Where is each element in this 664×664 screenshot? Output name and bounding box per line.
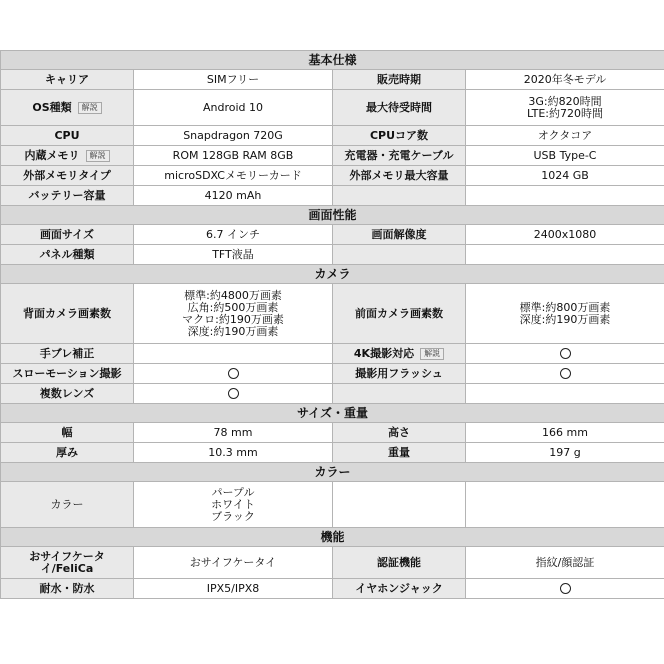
section-title: カラー: [1, 463, 664, 482]
os-label: OS種類: [32, 100, 72, 114]
empty-value: [466, 186, 664, 206]
color-value: [134, 482, 333, 528]
spec-row: [1, 482, 664, 528]
cpu-label: CPU: [1, 126, 134, 146]
screen-size-value: 6.7 インチ: [134, 225, 333, 245]
section-title: 画面性能: [1, 206, 664, 225]
section-color: [1, 463, 664, 482]
empty-value: [466, 384, 664, 404]
jack-label: イヤホンジャック: [333, 579, 466, 599]
multi-lens-value: [134, 384, 333, 404]
resolution-value: 2400x1080: [466, 225, 664, 245]
width-label: 幅: [1, 423, 134, 443]
spec-row: [1, 344, 664, 364]
rear-camera-line: マクロ:約190万画素: [182, 312, 284, 326]
cores-label: CPUコア数: [333, 126, 466, 146]
rear-camera-line: 標準:約4800万画素: [184, 288, 282, 302]
flash-label: 撮影用フラッシュ: [333, 364, 466, 384]
jack-value: [466, 579, 664, 599]
spec-table: [0, 50, 664, 599]
spec-row: [1, 225, 664, 245]
screen-size-label: 画面サイズ: [1, 225, 134, 245]
spec-row: [1, 245, 664, 265]
spec-row: [1, 284, 664, 344]
empty-label: [333, 186, 466, 206]
k4-label-cell: [333, 344, 466, 364]
standby-3g: 3G:約820時間: [528, 94, 602, 108]
k4-explain-button[interactable]: 解説: [420, 348, 444, 360]
ext-max-value: 1024 GB: [466, 166, 664, 186]
cpu-value: Snapdragon 720G: [134, 126, 333, 146]
release-label: 販売時期: [333, 70, 466, 90]
osaifu-label-line: おサイフケータ: [29, 549, 105, 563]
memory-value: ROM 128GB RAM 8GB: [134, 146, 333, 166]
stabilization-value: [134, 344, 333, 364]
color-item: パープル: [211, 485, 255, 499]
empty-value: [466, 482, 664, 528]
spec-row: [1, 186, 664, 206]
section-features: [1, 528, 664, 547]
circle-icon: [560, 348, 571, 359]
spec-row: [1, 579, 664, 599]
rear-camera-label: 背面カメラ画素数: [1, 284, 134, 344]
rear-camera-line: 広角:約500万画素: [187, 300, 279, 314]
weight-value: 197 g: [466, 443, 664, 463]
ext-max-label: 外部メモリ最大容量: [333, 166, 466, 186]
front-camera-line: 深度:約190万画素: [519, 312, 611, 326]
circle-icon: [228, 388, 239, 399]
charger-label: 充電器・充電ケーブル: [333, 146, 466, 166]
circle-icon: [228, 368, 239, 379]
auth-value: 指紋/顔認証: [466, 547, 664, 579]
front-camera-line: 標準:約800万画素: [519, 300, 611, 314]
osaifu-label: [1, 547, 134, 579]
panel-value: TFT液晶: [134, 245, 333, 265]
osaifu-label-line: イ/FeliCa: [40, 561, 94, 575]
empty-label: [333, 245, 466, 265]
ext-type-value: microSDXCメモリーカード: [134, 166, 333, 186]
empty-value: [333, 482, 466, 528]
circle-icon: [560, 368, 571, 379]
k4-label: 4K撮影対応: [353, 346, 415, 360]
rear-camera-value: [134, 284, 333, 344]
slowmo-value: [134, 364, 333, 384]
thickness-label: 厚み: [1, 443, 134, 463]
height-value: 166 mm: [466, 423, 664, 443]
section-camera: [1, 265, 664, 284]
flash-value: [466, 364, 664, 384]
section-title: 基本仕様: [1, 51, 664, 70]
memory-explain-button[interactable]: 解説: [86, 150, 110, 162]
spec-row: [1, 126, 664, 146]
color-item: ホワイト: [211, 497, 255, 511]
spec-row: [1, 146, 664, 166]
water-label: 耐水・防水: [1, 579, 134, 599]
standby-lte: LTE:約720時間: [527, 106, 603, 120]
spec-row: [1, 70, 664, 90]
spec-row: [1, 166, 664, 186]
section-basic: [1, 51, 664, 70]
front-camera-value: [466, 284, 664, 344]
spec-row: [1, 423, 664, 443]
spec-row: [1, 90, 664, 126]
section-title: サイズ・重量: [1, 404, 664, 423]
os-explain-button[interactable]: 解説: [78, 102, 102, 114]
color-item: ブラック: [211, 509, 255, 523]
spec-row: [1, 547, 664, 579]
section-screen: [1, 206, 664, 225]
auth-label: 認証機能: [333, 547, 466, 579]
spec-row: [1, 443, 664, 463]
section-title: 機能: [1, 528, 664, 547]
standby-label: 最大待受時間: [333, 90, 466, 126]
water-value: IPX5/IPX8: [134, 579, 333, 599]
battery-label: バッテリー容量: [1, 186, 134, 206]
width-value: 78 mm: [134, 423, 333, 443]
os-label-cell: [1, 90, 134, 126]
osaifu-value: おサイフケータイ: [134, 547, 333, 579]
front-camera-label: 前面カメラ画素数: [333, 284, 466, 344]
spec-row: [1, 384, 664, 404]
circle-icon: [560, 583, 571, 594]
slowmo-label: スローモーション撮影: [1, 364, 134, 384]
stabilization-label: 手ブレ補正: [1, 344, 134, 364]
rear-camera-line: 深度:約190万画素: [187, 324, 279, 338]
standby-value: [466, 90, 664, 126]
thickness-value: 10.3 mm: [134, 443, 333, 463]
multi-lens-label: 複数レンズ: [1, 384, 134, 404]
section-title: カメラ: [1, 265, 664, 284]
spec-row: [1, 364, 664, 384]
memory-label-cell: [1, 146, 134, 166]
height-label: 高さ: [333, 423, 466, 443]
resolution-label: 画面解像度: [333, 225, 466, 245]
os-value: Android 10: [134, 90, 333, 126]
carrier-label: キャリア: [1, 70, 134, 90]
charger-value: USB Type-C: [466, 146, 664, 166]
empty-value: [466, 245, 664, 265]
k4-value: [466, 344, 664, 364]
memory-label: 内蔵メモリ: [24, 148, 80, 162]
weight-label: 重量: [333, 443, 466, 463]
ext-type-label: 外部メモリタイプ: [1, 166, 134, 186]
release-value: 2020年冬モデル: [466, 70, 664, 90]
color-label: カラー: [1, 482, 134, 528]
panel-label: パネル種類: [1, 245, 134, 265]
carrier-value: SIMフリー: [134, 70, 333, 90]
cores-value: オクタコア: [466, 126, 664, 146]
empty-label: [333, 384, 466, 404]
battery-value: 4120 mAh: [134, 186, 333, 206]
section-size: [1, 404, 664, 423]
